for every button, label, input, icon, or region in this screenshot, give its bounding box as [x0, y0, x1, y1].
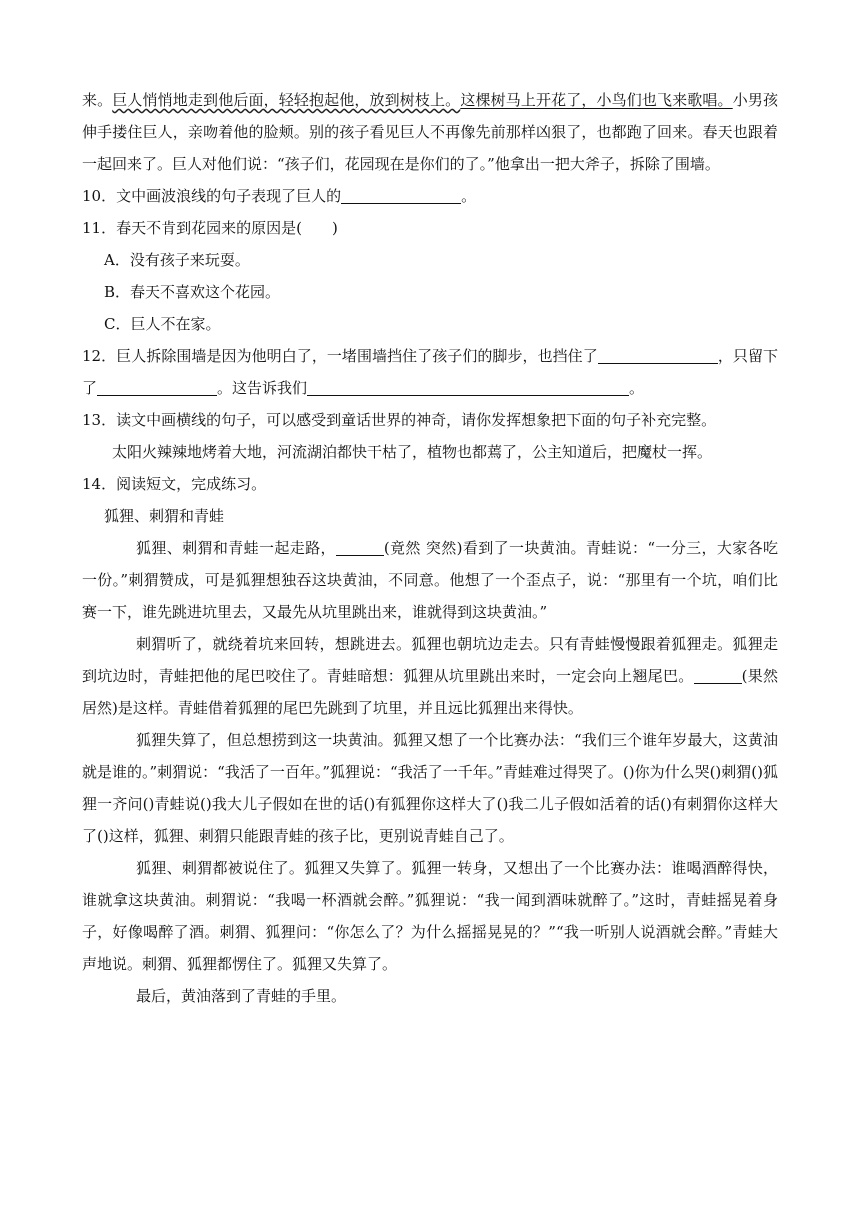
answer-blank[interactable] — [341, 185, 461, 204]
story-title: 狐狸、刺猬和青蛙 — [104, 507, 225, 525]
answer-blank[interactable] — [97, 377, 217, 396]
question-14-stem: 14．阅读短文，完成练习。 — [82, 475, 267, 493]
story-paragraph-4: 狐狸、刺猬都被说住了。狐狸又失算了。狐狸一转身，又想出了一个比赛办法：谁喝酒醉得快，谁就拿这块黄油。刺猬说：“我喝一杯酒就会醉。”狐狸说：“我一闻到酒味就醉了。”这时，青蛙摇晃着身子，好像喝醉了酒。刺猬、狐狸问：“你怎么了？为什么摇摇晃晃的？”“我一听别人说酒就会醉。”青蛙大声地说。刺猬、狐狸都愣住了。狐狸又失算了。 — [82, 859, 778, 973]
question-13-prompt: 太阳火辣辣地烤着大地，河流湖泊都快干枯了，植物也都蔫了，公主知道后，把魔杖一挥。 — [112, 443, 713, 461]
story-paragraph-3: 狐狸失算了，但总想捞到这一块黄油。狐狸又想了一个比赛办法：“我们三个谁年岁最大，这黄油就是谁的。”刺猬说：“我活了一百年。”狐狸说：“我活了一千年。”青蛙难过得哭了。()你为什么哭()刺猬()狐狸一齐问()青蛙说()我大儿子假如在世的话()有狐狸你这样大了()我二儿子假如活着的话()有刺猬你这样大了()这样，狐狸、刺猬只能跟青蛙的孩子比，更别说青蛙自己了。 — [82, 731, 778, 845]
option-b[interactable]: B．春天不喜欢这个花园。 — [104, 283, 281, 301]
answer-blank[interactable] — [598, 345, 718, 364]
answer-blank[interactable] — [336, 537, 384, 556]
underlined-sentence: 这棵树马上开花了，小鸟们也飞来歌唱。 — [460, 91, 733, 109]
question-13-stem: 13．读文中画横线的句子，可以感受到童话世界的神奇，请你发挥想象把下面的句子补充完整。 — [82, 411, 717, 429]
story-paragraph-2: 刺猬听了，就绕着坑来回转，想跳进去。狐狸也朝坑边走去。只有青蛙慢慢跟着狐狸走。狐狸走到坑边时，青蛙把他的尾巴咬住了。青蛙暗想：狐狸从坑里跳出来时，一定会向上翘尾巴。 (果然 居然)是这样。青蛙借着狐狸的尾巴先跳到了坑里，并且远比狐狸出来得快。 — [82, 635, 778, 717]
wavy-underlined-sentence: 巨人悄悄地走到他后面，轻轻抱起他，放到树枝上。 — [112, 91, 461, 109]
question-10: 10．文中画波浪线的句子表现了巨人的 。 — [82, 187, 477, 205]
option-c[interactable]: C．巨人不在家。 — [104, 315, 221, 333]
question-12: 12．巨人拆除围墙是因为他明白了，一堵围墙挡住了孩子们的脚步，也挡住了 ，只留下了 。这告诉我们 。 — [82, 347, 778, 397]
option-a[interactable]: A．没有孩子来玩耍。 — [104, 251, 250, 269]
question-11-stem: 11．春天不肯到花园来的原因是( ) — [82, 219, 338, 237]
story-paragraph-5: 最后，黄油落到了青蛙的手里。 — [136, 987, 347, 1005]
answer-blank[interactable] — [694, 665, 742, 684]
story-paragraph-1: 狐狸、刺猬和青蛙一起走路， (竟然 突然)看到了一块黄油。青蛙说：“一分三，大家各吃一份。”刺猬赞成，可是狐狸想独吞这块黄油，不同意。他想了一个歪点子，说：“那里有一个坑，咱们比赛一下，谁先跳进坑里去，又最先从坑里跳出来，谁就得到这块黄油。” — [82, 539, 778, 621]
passage-ending: 来。巨人悄悄地走到他后面，轻轻抱起他，放到树枝上。这棵树马上开花了，小鸟们也飞来歌唱。小男孩伸手搂住巨人，亲吻着他的脸颊。别的孩子看见巨人不再像先前那样凶狠了，也都跑了回来。春天也跟着一起回来了。巨人对他们说：“孩子们，花园现在是你们的了。”他拿出一把大斧子，拆除了围墙。 — [82, 91, 778, 173]
answer-blank[interactable] — [307, 377, 629, 396]
